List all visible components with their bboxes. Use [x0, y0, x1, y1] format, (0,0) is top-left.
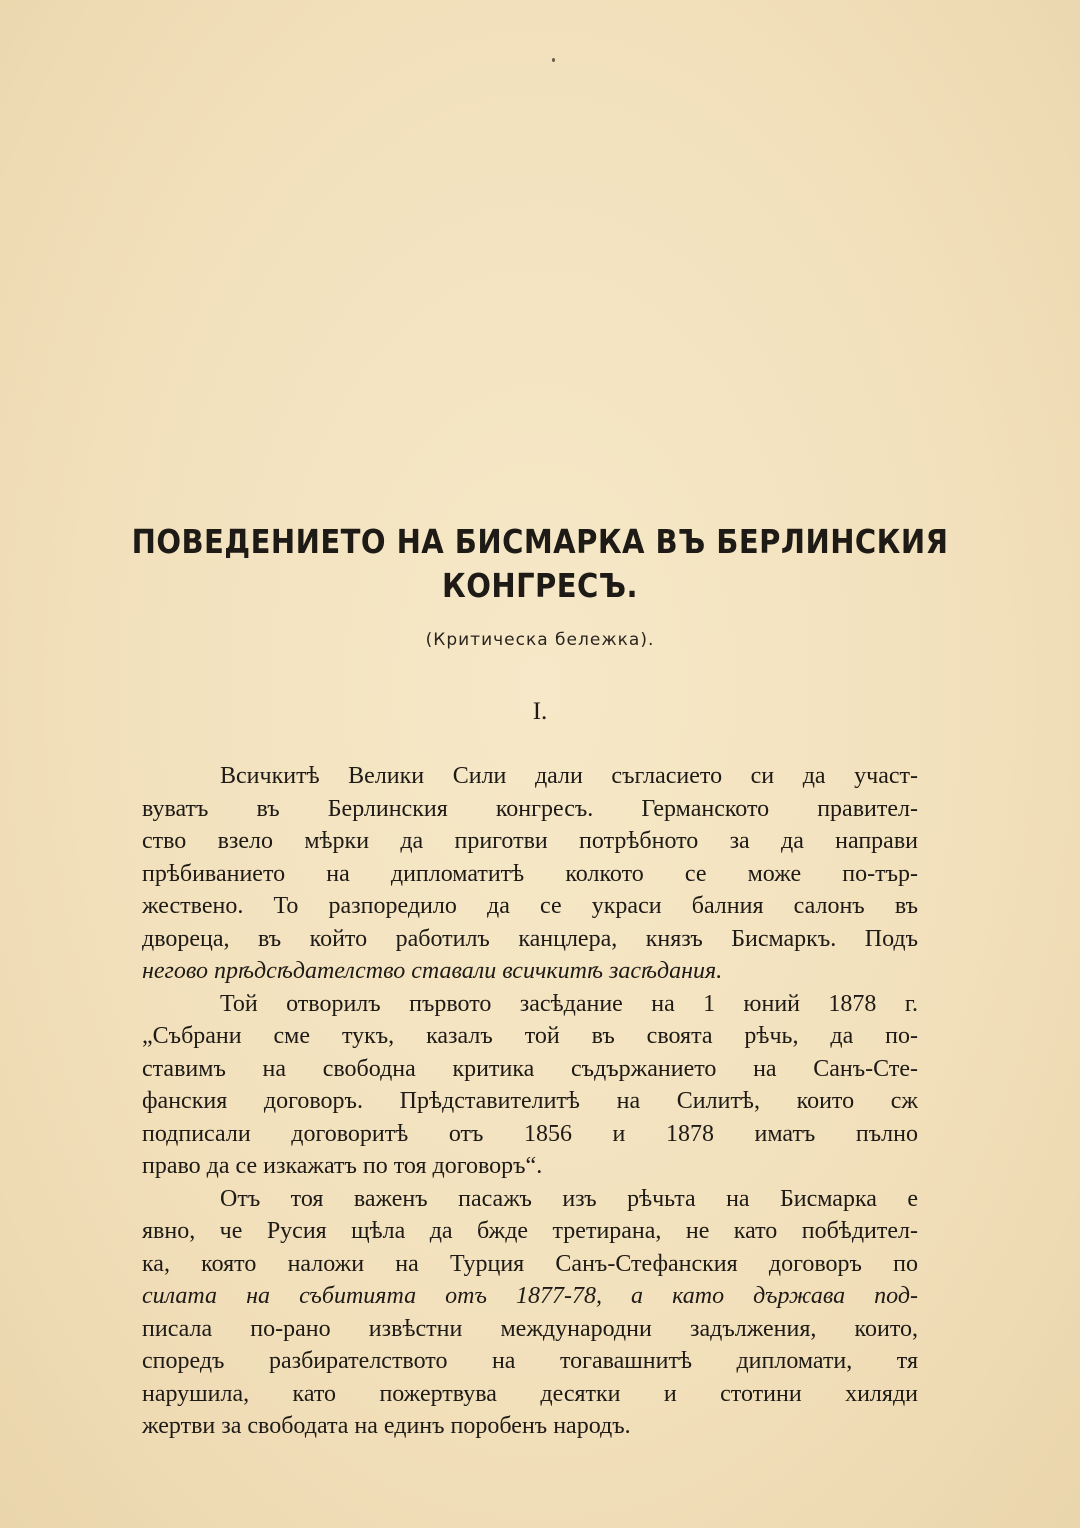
- text-line: ставимъ на свободна критика съдържанието на Санъ-Сте-: [142, 1055, 918, 1082]
- text-line: Той отворилъ първото засѣдание на 1 юний 1878 г.: [220, 990, 918, 1017]
- text-line: жертви за свободата на единъ поробенъ народъ.: [142, 1413, 631, 1439]
- chapter-title-line-2: КОНГРЕСЪ.: [442, 566, 638, 605]
- text-line: негово прѣдсѣдателство ставали всичкитѣ засѣдания.: [142, 958, 723, 984]
- text-line: прѣбиванието на дипломатитѣ колкото се може по-тър-: [142, 860, 918, 887]
- text-line: Отъ тоя важенъ пасажъ изъ рѣчьта на Бисмарка е: [220, 1185, 918, 1212]
- text-line: явно, че Русия щѣла да бжде третирана, не като побѣдител-: [142, 1218, 918, 1244]
- paper-speck: [552, 58, 555, 62]
- text-line: жествено. То разпоредило да се украси балния салонъ въ: [142, 893, 918, 919]
- chapter-subtitle: (Критическа бележка).: [425, 630, 655, 650]
- text-line: двореца, въ който работилъ канцлера, князъ Бисмаркъ. Подъ: [142, 925, 918, 952]
- text-line: „Събрани сме тукъ, казалъ той въ своята рѣчь, да по-: [142, 1023, 918, 1049]
- text-line: Всичкитѣ Велики Сили дали съгласието си да участ-: [220, 763, 918, 789]
- section-numeral: I.: [532, 698, 548, 725]
- chapter-title-line-1: ПОВЕДЕНИЕТО НА БИСМАРКА ВЪ БЕРЛИНСКИЯ: [131, 522, 949, 561]
- text-line: писала по-рано извѣстни международни задължения, които,: [142, 1315, 918, 1342]
- text-line: нарушила, като пожертвува десятки и стотини хиляди: [142, 1380, 918, 1407]
- text-line: ка, която наложи на Турция Санъ-Стефанския договоръ по: [142, 1250, 918, 1277]
- text-line: фанския договоръ. Прѣдставителитѣ на Силитѣ, които сж: [142, 1088, 918, 1114]
- body-text: [142, 760, 918, 1443]
- text-line: ство взело мѣрки да приготви потрѣбното за да направи: [142, 828, 918, 854]
- text-line: вуватъ въ Берлинския конгресъ. Германското правител-: [142, 795, 918, 822]
- text-line: споредъ разбирателството на тогавашнитѣ дипломати, тя: [142, 1348, 918, 1374]
- text-line: право да се изкажатъ по тоя договоръ“.: [142, 1153, 543, 1179]
- text-line: силата на събитията отъ 1877-78, а като държава под-: [142, 1283, 918, 1309]
- text-line: подписали договоритѣ отъ 1856 и 1878 иматъ пълно: [142, 1120, 918, 1147]
